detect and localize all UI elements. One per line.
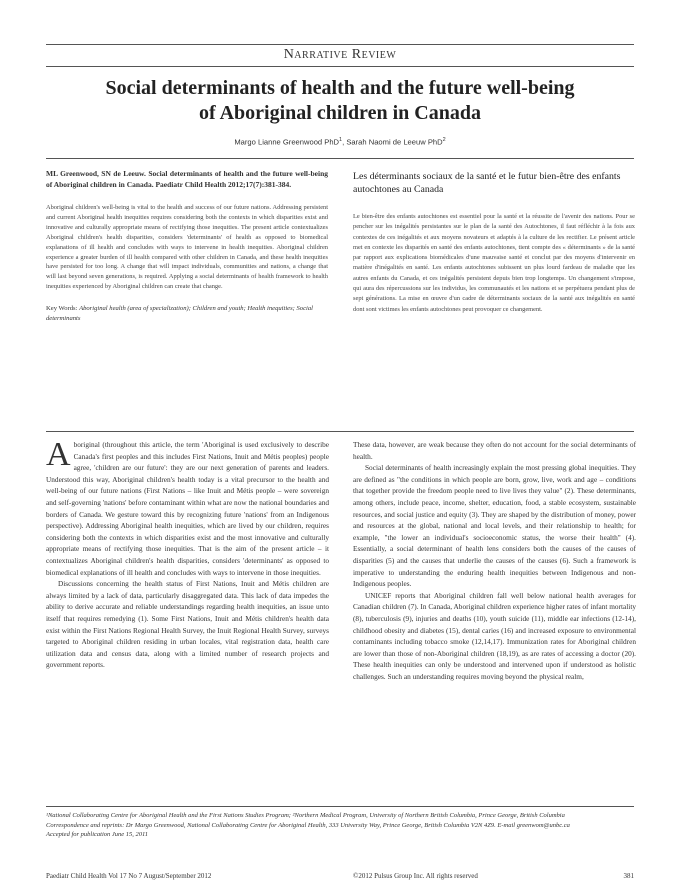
footnote-accepted: Accepted for publication June 15, 2011 — [46, 831, 149, 839]
abstract-english: Aboriginal children's well-being is vital to the health and success of our future nations. Addressing persistent and current Aboriginal health inequities requires considering both the contexts in which disparities exist and innovative and culturally appropriate means of rectifying those inequities. The present article contextualizes Aboriginal children's health disparities, considers 'determinants' of health as opposed to biomedical explanations of ill health and concludes with ways to intervene in health inequities. Aboriginal children experience a greater burden of ill health compared with other children in Canada, and these health inequities have persisted for too long. A change that will impact individuals, communities and nations, a change that will last beyond seven generations, is required. Applying a social determinants of health framework to health inequities experienced by Aboriginal children can create that change. — [46, 204, 328, 291]
abstract-rule — [46, 431, 634, 432]
abstract-french: Le bien-être des enfants autochtones est essentiel pour la santé et la réussite de l'avenir des nations. Pour se pencher sur les inégalités persistantes sur le plan de la santé des Autochtones, il faut réfléchir à la fois aux contextes de ces inégalités et aux moyens novateurs et adaptés à la culture de les rectifier. Le présent article met en contexte les disparités en santé des enfants autochtones, tient compte des « déterminants » de la santé par rapport aux explications biomédicales d'une mauvaise santé et conclut par des moyens d'intervenir en matière d'inégalités en santé. Les enfants autochtones subissent un plus lourd fardeau de maladie que les autres enfants du Canada, et ces inégalités persistent depuis bien trop longtemps. Un changement s'impose, qui aura des répercussions sur les individus, les communautés et les nations et se perpétuera pendant plus de sept générations. La mise en œuvre d'un cadre de déterminants sociaux de la santé aux inégalités en santé dont sont victimes les enfants autochtones peut provoquer ce changement. — [353, 213, 635, 313]
body-paragraph: Discussions concerning the health status of First Nations, Inuit and Métis children are always limited by a lack of data, particularly disaggregated data. This lack of data impedes the ability to derive accurate and reliable understandings regarding health inequities, an issue unto itself that requires remedying (1). Some First Nations, Inuit and Métis children's health data exist within the First Nations Regional Health Survey, the Inuit Regional Health Survey, surveys targeted to Aboriginal children residing in urban locales, vital registration data, health care utilization data and census data, along with a limited number of research projects and government reports. — [46, 579, 329, 670]
section-rule — [46, 66, 634, 67]
section-label: Narrative Review — [283, 47, 397, 62]
french-title: Les déterminants sociaux de la santé et le futur bien-être des enfants autochtones au Canada — [353, 171, 621, 195]
keywords — [46, 304, 328, 324]
body-paragraph — [46, 436, 329, 578]
keywords-label: Key Words: — [46, 305, 78, 313]
author-1-affil: 1 — [339, 137, 343, 143]
footer-page-number: 381 — [623, 872, 634, 880]
author-rule — [46, 158, 634, 159]
top-rule — [46, 44, 634, 45]
author-separator: , — [342, 137, 347, 147]
footnote-rule — [46, 806, 634, 807]
footnote-affiliations: ¹National Collaborating Centre for Aboriginal Health and the First Nations Studies Program; ²Northern Medical Program, University of Northern British Columbia, Prince George, British Columbia — [46, 812, 565, 819]
footnotes — [46, 811, 634, 840]
body-paragraph: UNICEF reports that Aboriginal children fall well below national health averages for Canadian children (7). In Canada, Aboriginal children experience higher rates of infant mortality (8), tuberculosis (9), injuries and deaths (10), youth suicide (11), middle ear infections (12-14), childhood obesity and diabetes (15), dental caries (16) and increased exposure to environmental contaminants including tobacco smoke (12,14,17). Immunization rates for Aboriginal children are lower than those of non-Aboriginal children (18,19), as are rates of accessing a doctor (20). These health inequities can only be understood and intervened upon if understood as holistic challenges. Such an understanding requires moving beyond the physical realm, — [353, 590, 636, 681]
footer-journal: Paediatr Child Health Vol 17 No 7 August/September 2012 — [46, 872, 212, 880]
body-right-column — [353, 439, 636, 682]
english-abstract-column — [46, 168, 328, 324]
article-title — [40, 76, 640, 126]
french-abstract-column — [353, 171, 635, 315]
author-line — [0, 137, 680, 147]
title-line-1: Social determinants of health and the future well-being — [105, 77, 575, 99]
body-paragraph-text: boriginal (throughout this article, the term 'Aboriginal is used exclusively to describe Canada's first peoples and this includes First Nations, Inuit and Métis peoples) people agree, 'children are our future': they are our next generation of parents and leaders. Understood this way, Aboriginal children's health today is a vital precursor to the health and well-being of our future nations (First Nations – like Inuit and Métis people – were sovereign and self-governing 'nations' before contaminant within what are now the national boundaries and borders of Canada. We gesture toward this by recognizing future 'nations' from an Indigenous perspective). Addressing Aboriginal health inequities, which are lived by our children, requires considering both the contexts in which disparities exist and the most innovative and culturally appropriate means of rectifying those inequities. That is the aim of the present article – it contextualizes Aboriginal children's health disparities, considers 'determinants' as opposed to biomedical explanations of ill health and concludes with ways to intervene in those inequities. — [46, 440, 329, 577]
title-line-2: of Aboriginal children in Canada — [199, 102, 481, 124]
footnote-correspondence: Correspondence and reprints: Dr Margo Greenwood, National Collaborating Centre for Aboriginal Health, 333 University Way, Prince George, British Columbia V2N 4Z9. E-mail greenwom@unbc.ca — [46, 821, 570, 829]
footer-copyright: ©2012 Pulsus Group Inc. All rights reserved — [353, 872, 478, 880]
body-paragraph: Social determinants of health increasingly explain the most pressing global inequities. They are defined as "the conditions in which people are born, grow, live, work and age – conditions that together provide the freedom people need to live lives they value" (2). These determinants, among others, include peace, income, shelter, education, food, a stable ecosystem, sustainable resources, and social justice and equity (3). They are shaped by the distribution of money, power and resources at the global, national and local levels, and their relationship to health; for example, "the lower an individual's socioeconomic status, the worse their health" (4). Essentially, a social determinant of health lens considers both the causes of the causes of disparities (5) and the causes that underlie the causes of the causes (6). Such a framework is imperative to understanding the enduring health inequities between Indigenous and non-Indigenous peoples. — [353, 463, 636, 589]
author-1: Margo Lianne Greenwood PhD — [234, 137, 340, 147]
citation: ML Greenwood, SN de Leeuw. Social determinants of health and the future well-being of Aboriginal children in Canada. Paediatr Child Health 2012;17(7):381-384. — [46, 169, 328, 189]
author-2-affil: 2 — [442, 137, 446, 143]
keywords-list: Aboriginal health (area of specialization); Children and youth; Health inequities; Social determinants — [46, 305, 313, 323]
drop-cap: A — [46, 436, 71, 473]
body-paragraph: These data, however, are weak because they often do not account for the social determinants of health. — [353, 440, 636, 461]
author-2: Sarah Naomi de Leeuw PhD — [346, 137, 443, 147]
body-left-column — [46, 436, 329, 671]
